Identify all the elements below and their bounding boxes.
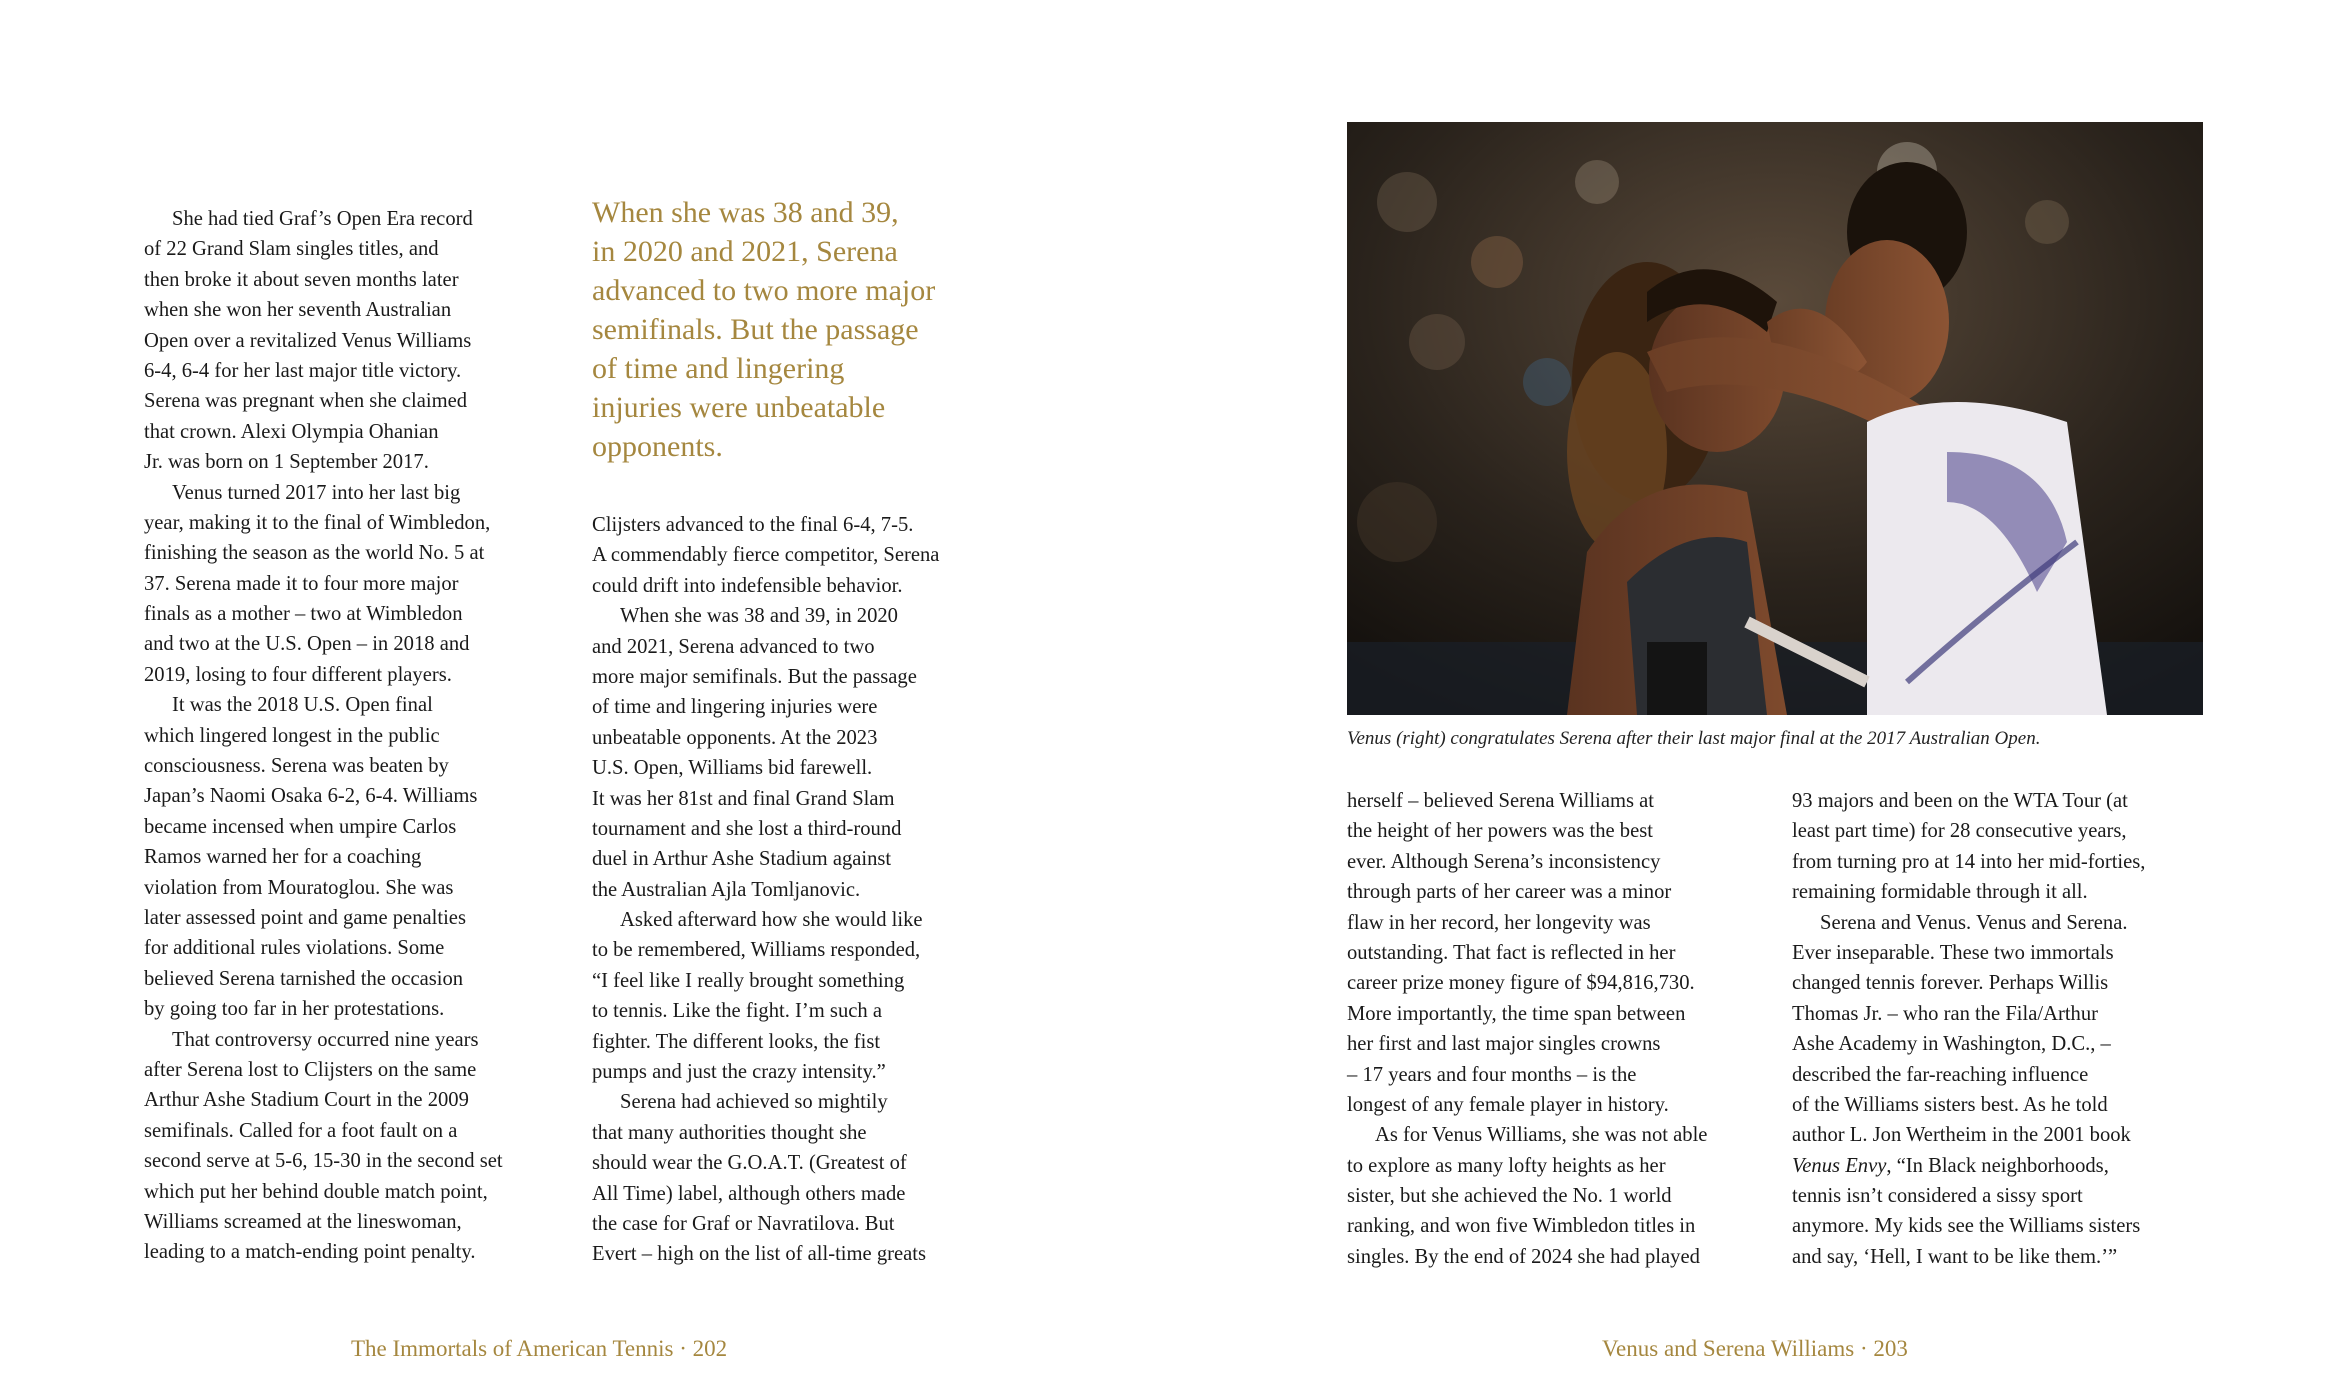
text-line: second serve at 5-6, 15-30 in the second set [144,1150,503,1173]
body-column-2 [592,510,939,1270]
text-line: A commendably fierce competitor, Serena [592,544,940,567]
text-line: to tennis. Like the fight. I’m such a [592,1000,882,1023]
text-line: Thomas Jr. – who ran the Fila/Arthur [1792,1002,2098,1025]
text-line: later assessed point and game penalties [144,906,466,929]
text-line: became incensed when umpire Carlos [144,815,457,838]
text-line: believed Serena tarnished the occasion [144,967,464,990]
text-line: from turning pro at 14 into her mid-forties, [1792,850,2146,873]
text-line: which lingered longest in the public [144,724,440,747]
text-line: 2019, losing to four different players. [144,663,452,686]
text-line: and two at the U.S. Open – in 2018 and [144,633,470,656]
text-line: – 17 years and four months – is the [1347,1063,1637,1086]
text-line: Serena was pregnant when she claimed [144,390,468,413]
text-line: then broke it about seven months later [144,268,459,291]
text-line: author L. Jon Wertheim in the 2001 book [1792,1124,2131,1147]
text-line: the case for Graf or Navratilova. But [592,1212,895,1235]
text-line: should wear the G.O.A.T. (Greatest of [592,1152,907,1175]
text-line: career prize money figure of $94,816,730. [1347,972,1695,995]
body-column-3 [1347,786,1707,1272]
text-line: through parts of her career was a minor [1347,881,1672,904]
text-line: longest of any female player in history. [1347,1093,1669,1116]
text-line: for additional rules violations. Some [144,937,445,960]
text-line: sister, but she achieved the No. 1 world [1347,1185,1672,1208]
text-line: more major semifinals. But the passage [592,665,917,688]
text-line: and say, ‘Hell, I want to be like them.’” [1792,1245,2118,1268]
text-line: 93 majors and been on the WTA Tour (at [1792,790,2128,812]
text-line: All Time) label, although others made [592,1182,906,1205]
text-line: that many authorities thought she [592,1121,867,1144]
text-line: It was her 81st and final Grand Slam [592,787,895,810]
text-line: remaining formidable through it all. [1792,881,2088,904]
footer-left-running-head: The Immortals of American Tennis · 202 [351,1336,728,1361]
text-line: herself – believed Serena Williams at [1347,790,1655,812]
text-line: to explore as many lofty heights as her [1347,1154,1666,1177]
text-line: after Serena lost to Clijsters on the same [144,1058,477,1081]
text-line: violation from Mouratoglou. She was [144,876,454,899]
body-column-1 [144,204,503,1268]
text-line: flaw in her record, her longevity was [1347,911,1651,934]
pull-quote-line: opponents. [592,430,723,463]
text-line: Open over a revitalized Venus Williams [144,329,472,352]
text-line: pumps and just the crazy intensity.” [592,1061,886,1084]
pull-quote-line: When she was 38 and 39, [592,196,899,229]
pull-quote-line: in 2020 and 2021, Serena [592,235,898,268]
text-line: anymore. My kids see the Williams sisters [1792,1215,2141,1238]
text-line: to be remembered, Williams responded, [592,939,921,962]
book-title: Venus Envy [1792,1154,1887,1177]
pull-quote-line: of time and lingering [592,352,845,385]
text-line [1792,1151,2145,1181]
pull-quote-line: injuries were unbeatable [592,391,886,424]
text-line: changed tennis forever. Perhaps Willis [1792,972,2109,995]
text-line: Japan’s Naomi Osaka 6-2, 6-4. Williams [144,785,478,808]
photo-serena-venus-embrace [1347,122,2203,715]
text-line: 6-4, 6-4 for her last major title victory. [144,359,462,382]
text-line: Jr. was born on 1 September 2017. [144,451,429,474]
text-fragment: , “In Black neighborhoods, [1886,1154,2109,1177]
text-line: Serena had achieved so mightily [620,1091,888,1114]
text-line: described the far-reaching influence [1792,1063,2089,1086]
text-line: U.S. Open, Williams bid farewell. [592,757,873,780]
text-line: When she was 38 and 39, in 2020 [620,605,898,628]
text-line: the height of her powers was the best [1347,820,1653,843]
text-line: fighter. The different looks, the fist [592,1030,881,1053]
text-line: leading to a match-ending point penalty. [144,1241,476,1264]
pull-quote-line: advanced to two more major [592,274,936,307]
text-line: singles. By the end of 2024 she had played [1347,1245,1700,1268]
text-line: Venus turned 2017 into her last big [172,481,461,504]
text-line: She had tied Graf’s Open Era record [172,208,473,230]
text-line: least part time) for 28 consecutive years, [1792,820,2127,843]
text-line: her first and last major singles crowns [1347,1033,1661,1056]
text-line: It was the 2018 U.S. Open final [172,694,433,717]
text-line: More importantly, the time span between [1347,1002,1686,1025]
text-line: finishing the season as the world No. 5 at [144,542,485,565]
text-line: when she won her seventh Australian [144,299,452,322]
text-line: “I feel like I really brought something [592,969,905,992]
text-line: unbeatable opponents. At the 2023 [592,726,878,749]
text-line: Williams screamed at the lineswoman, [144,1210,462,1233]
text-line: finals as a mother – two at Wimbledon [144,603,463,626]
text-line: tennis isn’t considered a sissy sport [1792,1185,2083,1208]
text-line: ranking, and won five Wimbledon titles in [1347,1215,1696,1238]
text-line: Ramos warned her for a coaching [144,846,422,869]
text-line: which put her behind double match point, [144,1180,488,1203]
text-line: the Australian Ajla Tomljanovic. [592,878,861,901]
pull-quote-line: semifinals. But the passage [592,313,919,346]
text-line: that crown. Alexi Olympia Ohanian [144,420,439,443]
text-line: Ever inseparable. These two immortals [1792,941,2114,964]
text-line: Asked afterward how she would like [620,909,923,932]
text-line: 37. Serena made it to four more major [144,572,459,595]
text-line: tournament and she lost a third-round [592,817,902,840]
text-line: and 2021, Serena advanced to two [592,635,875,658]
text-line: Serena and Venus. Venus and Serena. [1820,911,2128,934]
text-line: Evert – high on the list of all-time greats [592,1243,926,1266]
text-line: duel in Arthur Ashe Stadium against [592,848,892,871]
footer-right-running-head: Venus and Serena Williams · 203 [1602,1336,1908,1361]
text-line: ever. Although Serena’s inconsistency [1347,850,1661,873]
text-line: of 22 Grand Slam singles titles, and [144,238,439,261]
text-line: Clijsters advanced to the final 6-4, 7-5. [592,514,914,536]
text-line: of the Williams sisters best. As he told [1792,1093,2108,1116]
text-line: semifinals. Called for a foot fault on a [144,1119,458,1142]
text-line: Ashe Academy in Washington, D.C., – [1792,1033,2111,1056]
text-line: As for Venus Williams, she was not able [1375,1124,1708,1147]
pull-quote [592,193,935,466]
body-column-4 [1792,786,2145,1272]
photo-caption: Venus (right) congratulates Serena after their last major final at the 2017 Australian Open. [1347,728,2041,749]
text-line: of time and lingering injuries were [592,696,878,719]
text-line: outstanding. That fact is reflected in her [1347,941,1676,964]
text-line: Arthur Ashe Stadium Court in the 2009 [144,1089,469,1112]
text-line: could drift into indefensible behavior. [592,574,903,597]
text-line: consciousness. Serena was beaten by [144,755,449,778]
text-line: year, making it to the final of Wimbledon, [144,511,491,534]
text-line: That controversy occurred nine years [172,1028,479,1051]
text-line: by going too far in her protestations. [144,998,445,1021]
